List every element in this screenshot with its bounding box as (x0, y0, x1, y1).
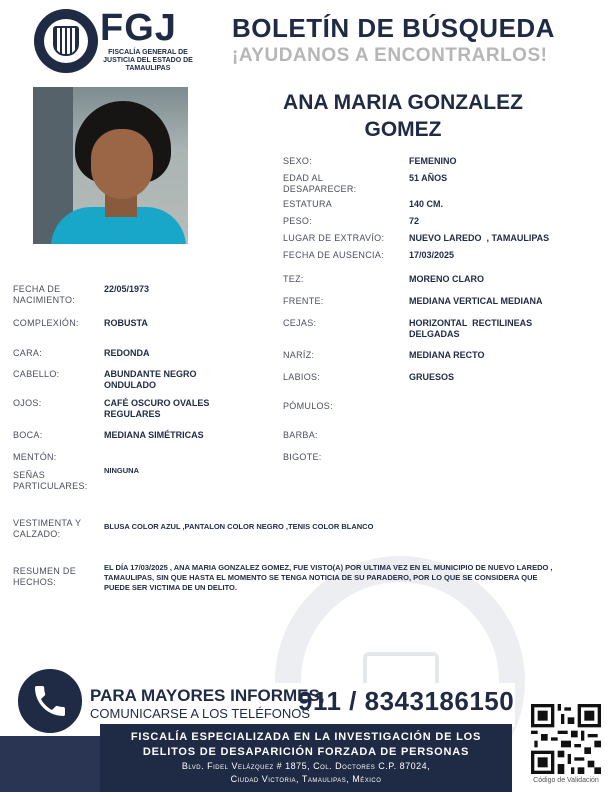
footer-address-line-1: Blvd. Fidel Velázquez # 1875, Col. Doctores C.P. 87024, (181, 761, 431, 771)
forehead-label: FRENTE: (283, 296, 324, 306)
fgj-logo (100, 8, 196, 73)
absence-date-label: FECHA DE AUSENCIA: (283, 250, 384, 260)
footer-left-block (0, 736, 100, 792)
clothing-label: VESTIMENTA Y CALZADO: (13, 518, 82, 539)
nose-value: MEDIANA RECTO (409, 350, 485, 360)
age-label: EDAD AL DESAPARECER: (283, 173, 357, 194)
marks-value: NINGUNA (104, 466, 139, 475)
footer-address-line-2: Ciudad Victoria, Tamaulipas, México (230, 774, 382, 784)
skin-value: MORENO CLARO (409, 274, 484, 284)
eyebrows-label: CEJAS: (283, 318, 317, 328)
absence-date-value: 17/03/2025 (409, 250, 455, 260)
birthdate-label: FECHA DE NACIMIENTO: (13, 284, 76, 305)
lips-value: GRUESOS (409, 372, 455, 382)
summary-label: RESUMEN DE HECHOS: (13, 566, 77, 587)
weight-label: PESO: (283, 216, 313, 226)
summary-value: EL DÍA 17/03/2025 , ANA MARIA GONZALEZ GOMEZ, FUE VISTO(A) POR ULTIMA VEZ EN EL MUNICIPIO DE NUEVO LAREDO , TAMAULIPAS, SIN QUE HASTA EL MOMENTO SE TENGA NOTICIA DE SU PARADERO, POR LO QUE SE CONSIDERA QUE PUEDE SER VICTIMA DE UN DELITO. (104, 563, 553, 592)
cheekbones-label: PÓMULOS: (283, 401, 333, 411)
fgj-seal-logo (34, 9, 98, 73)
footer (100, 724, 512, 792)
footer-agency-line-1: FISCALÍA ESPECIALIZADA EN LA INVESTIGACIÓN DE LOS (130, 731, 482, 743)
age-value: 51 AÑOS (409, 173, 448, 183)
phone-icon (30, 681, 70, 721)
forehead-value: MEDIANA VERTICAL MEDIANA (409, 296, 543, 306)
contact-phone-numbers[interactable]: 911 / 8343186150 (298, 686, 515, 716)
height-label: ESTATURA (283, 199, 333, 209)
mouth-value: MEDIANA SIMÉTRICAS (104, 430, 204, 440)
logo-subtitle: FISCALÍA GENERAL DE JUSTICIA DEL ESTADO DE TAMAULIPAS (103, 49, 193, 72)
eyes-label: OJOS: (13, 398, 42, 408)
lips-label: LABIOS: (283, 372, 321, 382)
birthdate-value: 22/05/1973 (104, 284, 150, 294)
face-value: REDONDA (104, 348, 150, 358)
sex-value: FEMENINO (409, 156, 457, 166)
build-value: ROBUSTA (104, 318, 148, 328)
nose-label: NARÍZ: (283, 350, 315, 360)
marks-label: SEÑAS PARTICULARES: (13, 470, 88, 491)
hair-value: ABUNDANTE NEGRO ONDULADO (104, 369, 197, 390)
more-info-heading: PARA MAYORES INFORMES, (90, 686, 325, 705)
place-label: LUGAR DE EXTRAVÍO: (283, 233, 385, 243)
logo-text: FGJ (100, 7, 177, 49)
hair-label: CABELLO: (13, 369, 60, 379)
contact-instruction: COMUNICARSE A LOS TELÉFONOS (90, 706, 311, 721)
build-label: COMPLEXIÓN: (13, 318, 79, 328)
height-value: 140 CM. (409, 199, 444, 209)
mouth-label: BOCA: (13, 430, 43, 440)
eyes-value: CAFÉ OSCURO OVALES REGULARES (104, 398, 210, 419)
person-name: ANA MARIA GONZALEZ GOMEZ (283, 91, 523, 141)
bulletin-title: BOLETÍN DE BÚSQUEDA (232, 13, 555, 43)
qr-code-icon[interactable] (531, 704, 601, 774)
weight-value: 72 (409, 216, 420, 226)
place-value: NUEVO LAREDO , TAMAULIPAS (409, 233, 550, 243)
eyebrows-value: HORIZONTAL RECTILINEAS DELGADAS (409, 318, 535, 339)
missing-person-photo (33, 87, 188, 244)
skin-label: TEZ: (283, 274, 304, 284)
sex-label: SEXO: (283, 156, 313, 166)
bulletin-subtitle: ¡AYUDANOS A ENCONTRARLOS! (232, 45, 548, 66)
face-label: CARA: (13, 348, 43, 358)
clothing-value: BLUSA COLOR AZUL ,PANTALON COLOR NEGRO ,TENIS COLOR BLANCO (104, 522, 374, 531)
phone-badge (15, 666, 85, 736)
qr-caption: Código de Validación (533, 777, 599, 784)
footer-agency-line-2: DELITOS DE DESAPARICIÓN FORZADA DE PERSONAS (142, 746, 470, 758)
chin-label: MENTÓN: (13, 452, 57, 462)
mustache-label: BIGOTE: (283, 452, 322, 462)
beard-label: BARBA: (283, 430, 318, 440)
